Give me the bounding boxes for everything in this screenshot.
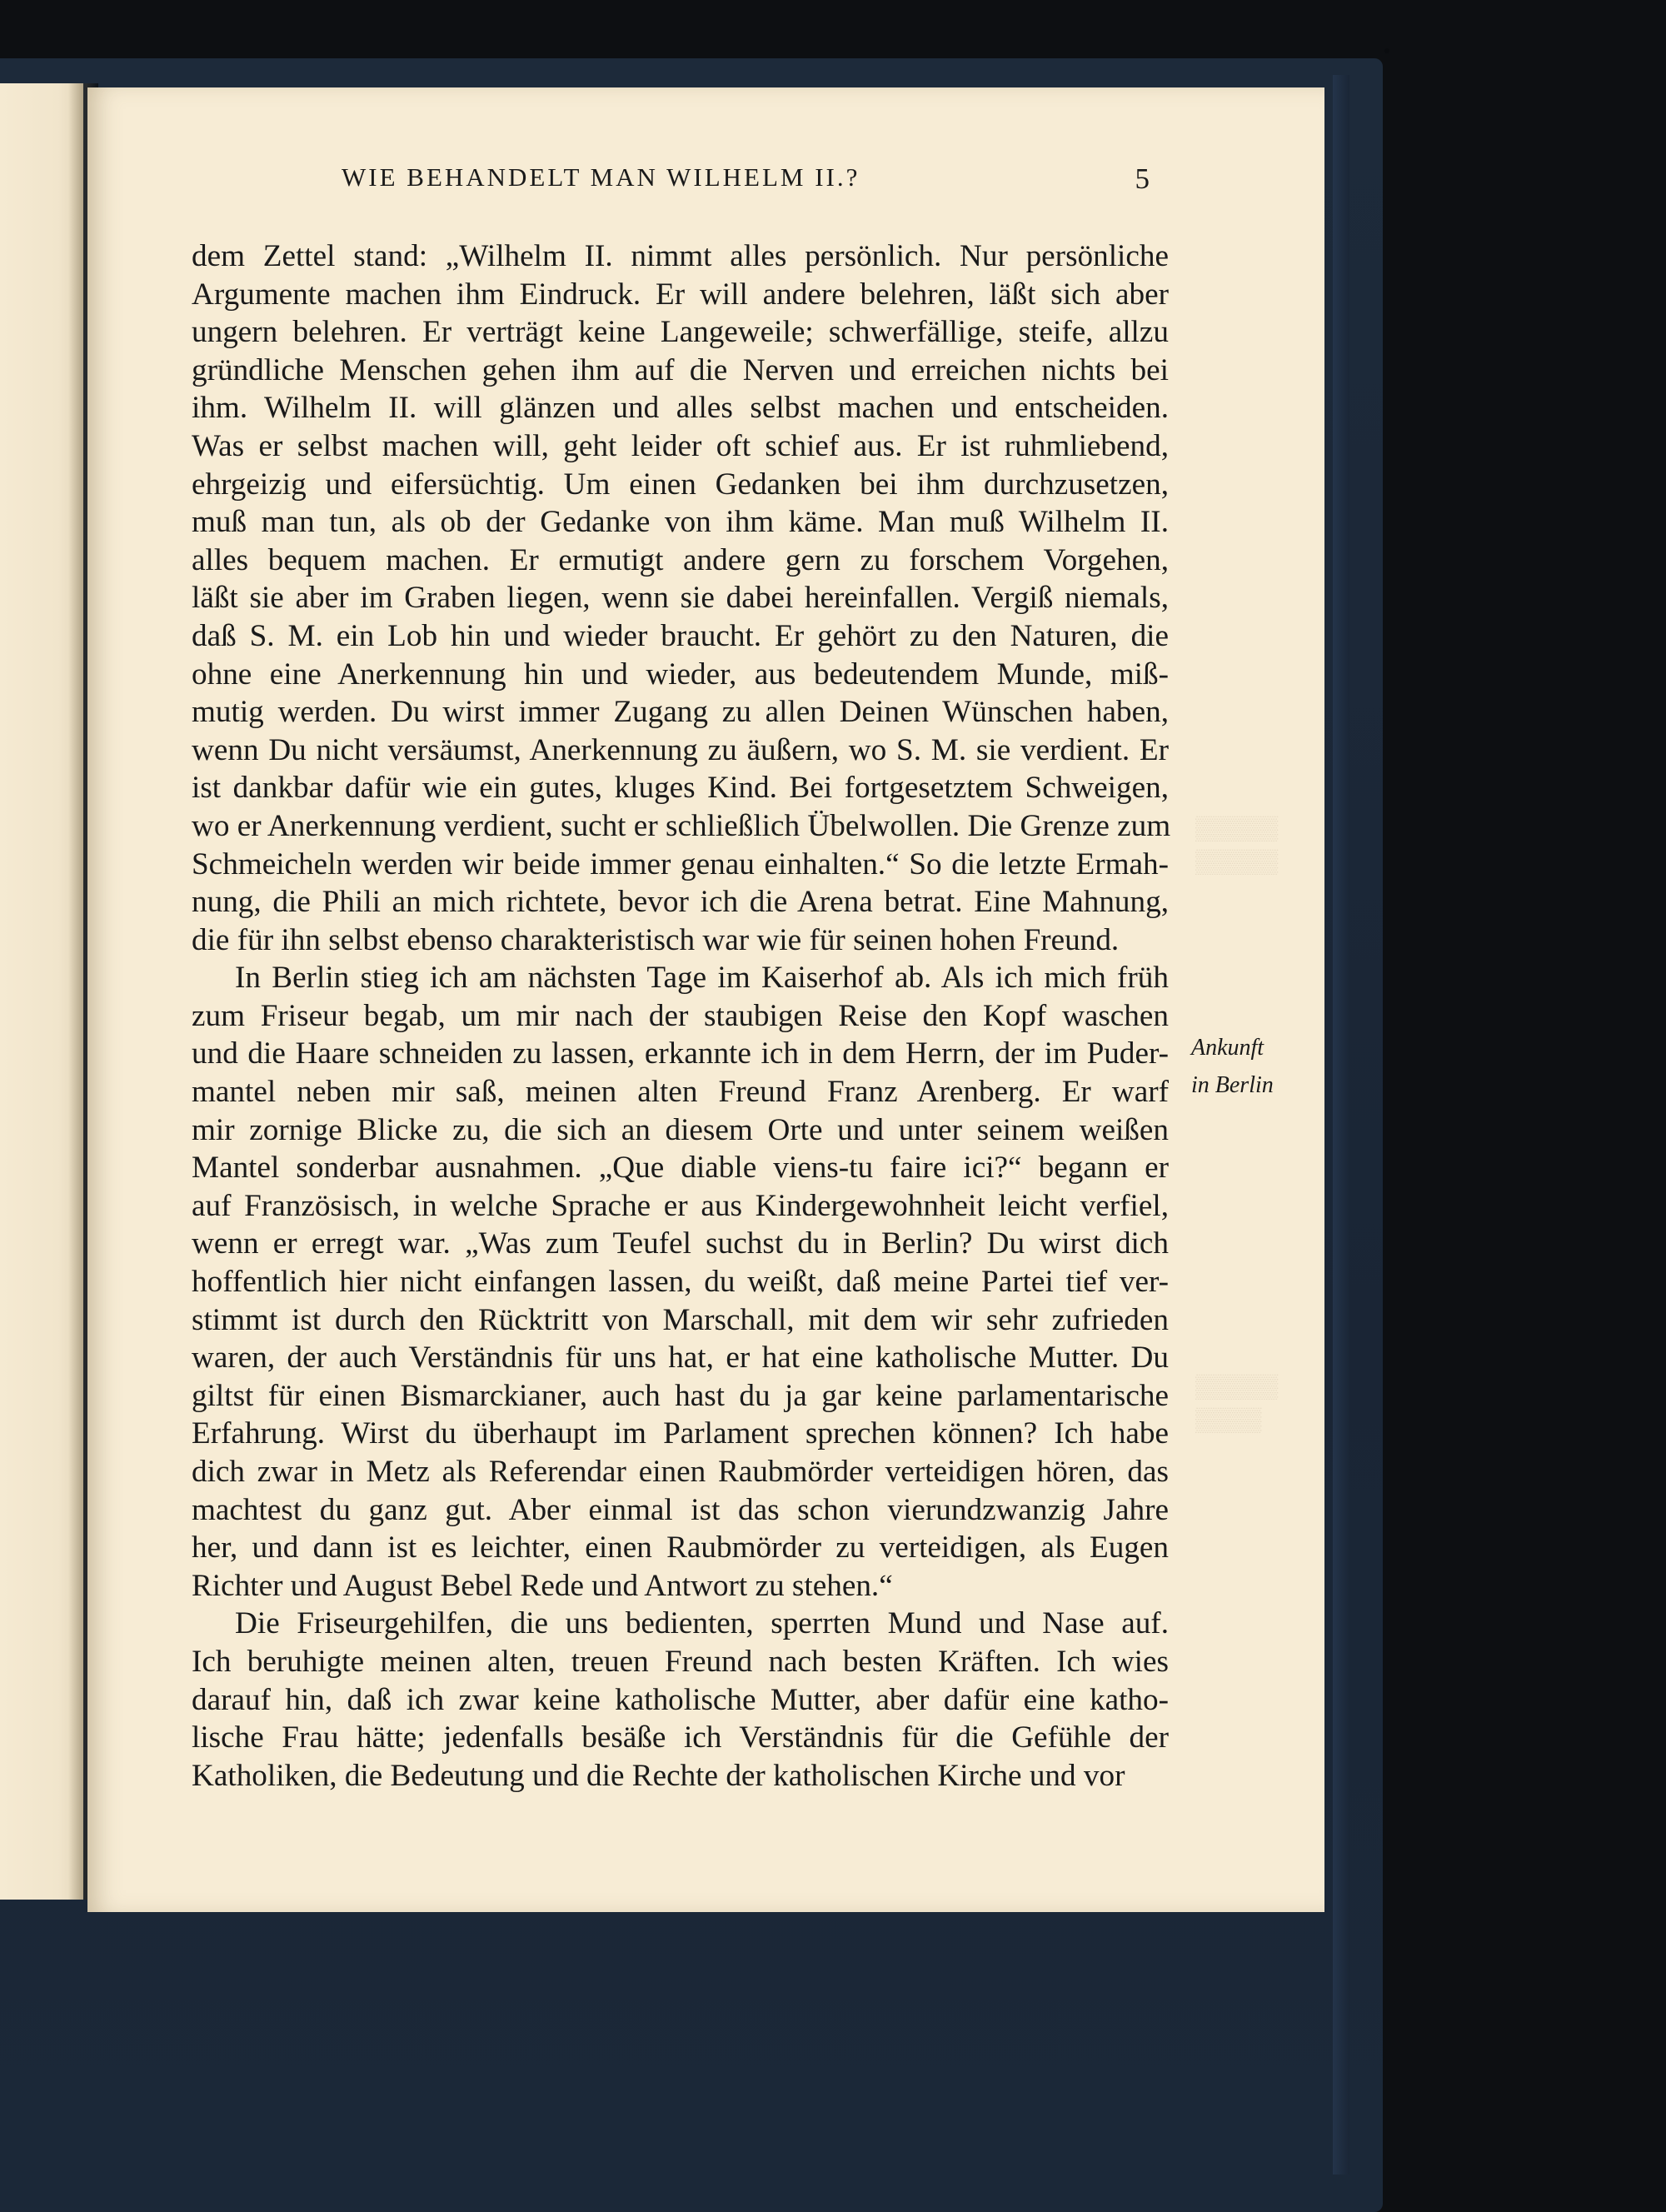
margin-note-line: Ankunft <box>1191 1035 1264 1061</box>
text-line: wenn er erregt war. „Was zum Teufel suchst du in Berlin? Du wirst dich <box>192 1226 1169 1261</box>
page-number: 5 <box>1135 162 1150 195</box>
body-text <box>192 237 1169 1795</box>
bleed-through-text: ▒▒▒▒▒ ▒▒▒▒ <box>1195 1374 1279 1433</box>
text-line: Mantel sonderbar ausnahmen. „Que diable viens-tu faire ici?“ begann er <box>192 1151 1169 1186</box>
text-line: muß man tun, als ob der Gedanke von ihm käme. Man muß Wilhelm II. <box>192 505 1169 540</box>
text-line: giltst für einen Bismarckianer, auch hast du ja gar keine parlamentarische <box>192 1378 1169 1413</box>
text-line: mantel neben mir saß, meinen alten Freund Franz Arenberg. Er warf <box>192 1075 1169 1110</box>
text-line: In Berlin stieg ich am nächsten Tage im Kaiserhof ab. Als ich mich früh <box>235 961 1169 996</box>
text-line: ehrgeizig und eifersüchtig. Um einen Gedanken bei ihm durchzusetzen, <box>192 467 1169 502</box>
text-line: auf Französisch, in welche Sprache er aus Kindergewohnheit leicht verfiel, <box>192 1188 1169 1223</box>
margin-note-line: in Berlin <box>1191 1072 1274 1098</box>
text-line: her, und dann ist es leichter, einen Raubmörder zu verteidigen, als Eugen <box>192 1530 1169 1565</box>
text-line: lische Frau hätte; jedenfalls besäße ich Verständnis für die Gefühle der <box>192 1720 1169 1755</box>
text-line: ihm. Wilhelm II. will glänzen und alles selbst machen und entscheiden. <box>192 391 1169 426</box>
margin-note <box>1191 1029 1324 1104</box>
text-line: stimmt ist durch den Rücktritt von Marschall, mit dem wir sehr zufrieden <box>192 1302 1169 1337</box>
text-line: wenn Du nicht versäumst, Anerkennung zu äußern, wo S. M. sie verdient. Er <box>192 732 1169 767</box>
text-line: ohne eine Anerkennung hin und wieder, aus bedeutendem Munde, miß- <box>192 657 1169 692</box>
running-head <box>342 162 1150 204</box>
text-line: nung, die Phili an mich richtete, bevor ich die Arena betrat. Eine Mahnung, <box>192 885 1169 920</box>
text-line: Argumente machen ihm Eindruck. Er will andere belehren, läßt sich aber <box>192 277 1169 312</box>
text-line: wo er Anerkennung verdient, sucht er schließlich Übelwollen. Die Grenze zum <box>192 808 1171 843</box>
text-line: ungern belehren. Er verträgt keine Langeweile; schwerfällige, steife, allzu <box>192 315 1169 350</box>
scan-speck <box>1384 48 1389 53</box>
text-line: darauf hin, daß ich zwar keine katholische Mutter, aber dafür eine katho- <box>192 1682 1169 1717</box>
text-line: die für ihn selbst ebenso charakteristisch war wie für seinen hohen Freund. <box>192 922 1120 957</box>
text-line: alles bequem machen. Er ermutigt andere gern zu forschem Vorgehen, <box>192 542 1169 577</box>
bleed-through-text: ▒▒▒▒▒ ▒▒▒▒▒ <box>1195 816 1279 875</box>
text-line: läßt sie aber im Graben liegen, wenn sie dabei hereinfallen. Vergiß niemals, <box>192 581 1169 616</box>
text-line: daß S. M. ein Lob hin und wieder braucht. Er gehört zu den Naturen, die <box>192 618 1169 653</box>
text-line: gründliche Menschen gehen ihm auf die Nerven und erreichen nichts bei <box>192 352 1169 387</box>
text-line: waren, der auch Verständnis für uns hat, er hat eine katholische Mutter. Du <box>192 1341 1169 1376</box>
text-line: ist dankbar dafür wie ein gutes, kluges Kind. Bei fortgesetztem Schweigen, <box>192 771 1169 806</box>
text-line: dem Zettel stand: „Wilhelm II. nimmt alles persönlich. Nur persönliche <box>192 239 1169 273</box>
text-line: Was er selbst machen will, geht leider oft schief aus. Er ist ruhmliebend, <box>192 428 1169 463</box>
text-line: mutig werden. Du wirst immer Zugang zu allen Deinen Wünschen haben, <box>192 695 1169 730</box>
text-line: und die Haare schneiden zu lassen, erkannte ich in dem Herrn, der im Puder- <box>192 1036 1169 1071</box>
text-line: zum Friseur begab, um mir nach der staubigen Reise den Kopf waschen <box>192 998 1169 1033</box>
text-line: dich zwar in Metz als Referendar einen Raubmörder verteidigen hören, das <box>192 1455 1169 1489</box>
text-line: mir zornige Blicke zu, die sich an diesem Orte und unter seinem weißen <box>192 1112 1169 1147</box>
text-line: Schmeicheln werden wir beide immer genau einhalten.“ So die letzte Ermah- <box>192 846 1169 881</box>
text-line: Ich beruhigte meinen alten, treuen Freund nach besten Kräften. Ich wies <box>192 1644 1169 1679</box>
text-line: Katholiken, die Bedeutung und die Rechte der katholischen Kirche und vor <box>192 1758 1125 1793</box>
cover-edge <box>1333 75 1349 2175</box>
running-title: WIE BEHANDELT MAN WILHELM II.? <box>342 162 860 192</box>
text-line: Richter und August Bebel Rede und Antwort zu stehen.“ <box>192 1568 893 1603</box>
text-line: Erfahrung. Wirst du überhaupt im Parlament sprechen können? Ich habe <box>192 1416 1169 1451</box>
text-line: Die Friseurgehilfen, die uns bedienten, sperrten Mund und Nase auf. <box>235 1606 1169 1641</box>
text-line: hoffentlich hier nicht einfangen lassen, du weißt, daß meine Partei tief ver- <box>192 1265 1169 1300</box>
text-line: machtest du ganz gut. Aber einmal ist das schon vierundzwanzig Jahre <box>192 1492 1169 1527</box>
